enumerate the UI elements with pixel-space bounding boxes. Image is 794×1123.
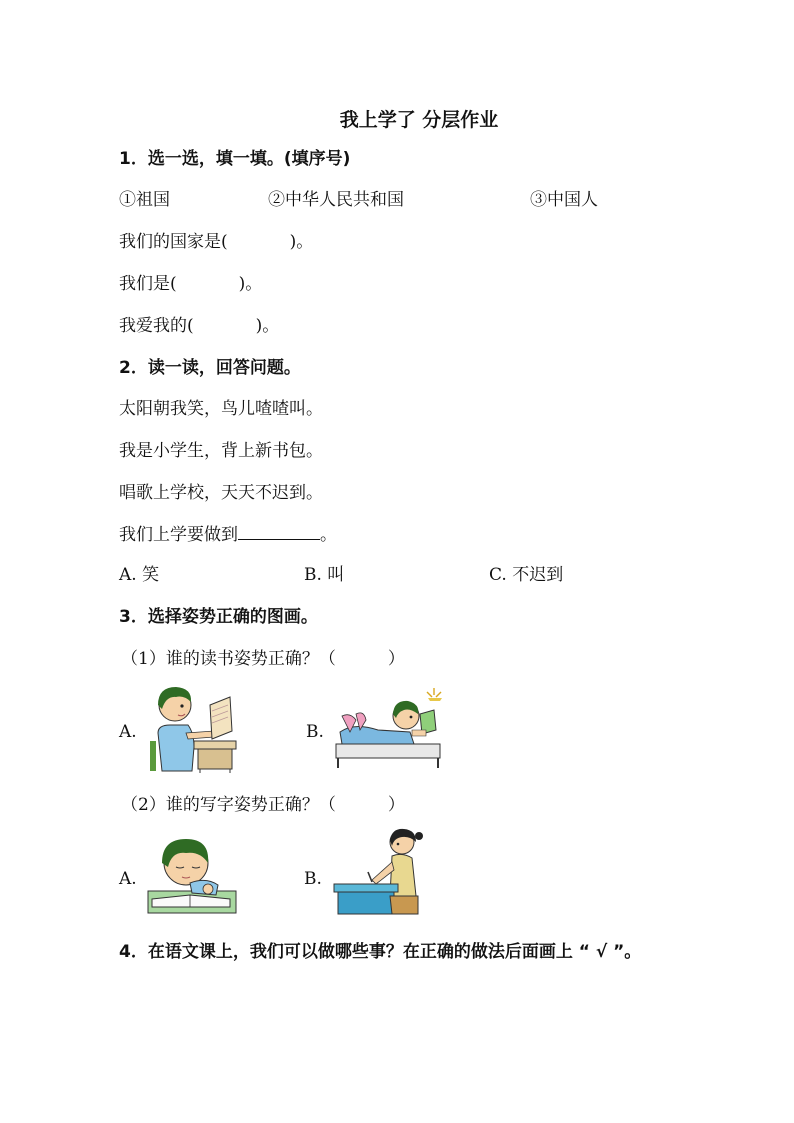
sub-question-1 <box>121 648 405 670</box>
picture-2a-label: A. <box>119 869 137 889</box>
question-2-prompt-text: 我们上学要做到 <box>119 525 238 545</box>
sub-question-2-close: ） <box>387 795 405 815</box>
fill-item-1 <box>119 231 313 253</box>
fill-item-3-after: )。 <box>255 316 280 336</box>
question-2-heading: 2．读一读，回答问题。 <box>119 358 301 378</box>
choice-c: C. 不迟到 <box>489 565 564 585</box>
option-1: ①祖国 <box>119 190 170 210</box>
option-3: ③中国人 <box>530 190 598 210</box>
poem-line-3: 唱歌上学校，天天不迟到。 <box>119 483 323 503</box>
question-2-prompt-end: 。 <box>320 525 337 545</box>
choice-b: B. 叫 <box>304 565 345 585</box>
question-3-heading: 3．选择姿势正确的图画。 <box>119 607 318 627</box>
boy-reading-at-desk-picture <box>148 683 240 773</box>
picture-2b-label: B. <box>304 869 322 889</box>
fill-item-2 <box>119 273 262 295</box>
fill-item-2-before: 我们是( <box>119 274 177 294</box>
fill-item-3-before: 我爱我的( <box>119 316 194 336</box>
picture-1b-label: B. <box>306 722 324 742</box>
poem-line-2: 我是小学生，背上新书包。 <box>119 441 323 461</box>
fill-item-3 <box>119 315 279 337</box>
page-title: 我上学了 分层作业 <box>339 109 499 131</box>
sub-question-2 <box>121 794 405 816</box>
poem-line-1: 太阳朝我笑，鸟儿喳喳叫。 <box>119 399 323 419</box>
fill-item-1-before: 我们的国家是( <box>119 232 228 252</box>
option-2: ②中华人民共和国 <box>268 190 404 210</box>
question-1-heading: 1．选一选，填一填。(填序号) <box>119 149 351 169</box>
fill-item-1-after: )。 <box>289 232 314 252</box>
question-2-prompt <box>119 523 337 546</box>
choice-a: A. 笑 <box>119 565 160 585</box>
sub-question-2-text: （2）谁的写字姿势正确？（ <box>121 795 336 815</box>
boy-lying-in-bed-reading-picture <box>334 686 444 770</box>
answer-underline[interactable] <box>238 523 320 540</box>
picture-1a-label: A. <box>119 722 137 742</box>
sub-question-1-text: （1）谁的读书姿势正确？（ <box>121 649 336 669</box>
question-4-heading: 4．在语文课上，我们可以做哪些事？在正确的做法后面画上 “ √ ”。 <box>119 942 642 962</box>
girl-writing-at-desk-picture <box>332 822 424 916</box>
boy-head-down-writing-picture <box>146 833 238 915</box>
sub-question-1-close: ） <box>387 649 405 669</box>
fill-item-2-after: )。 <box>238 274 263 294</box>
